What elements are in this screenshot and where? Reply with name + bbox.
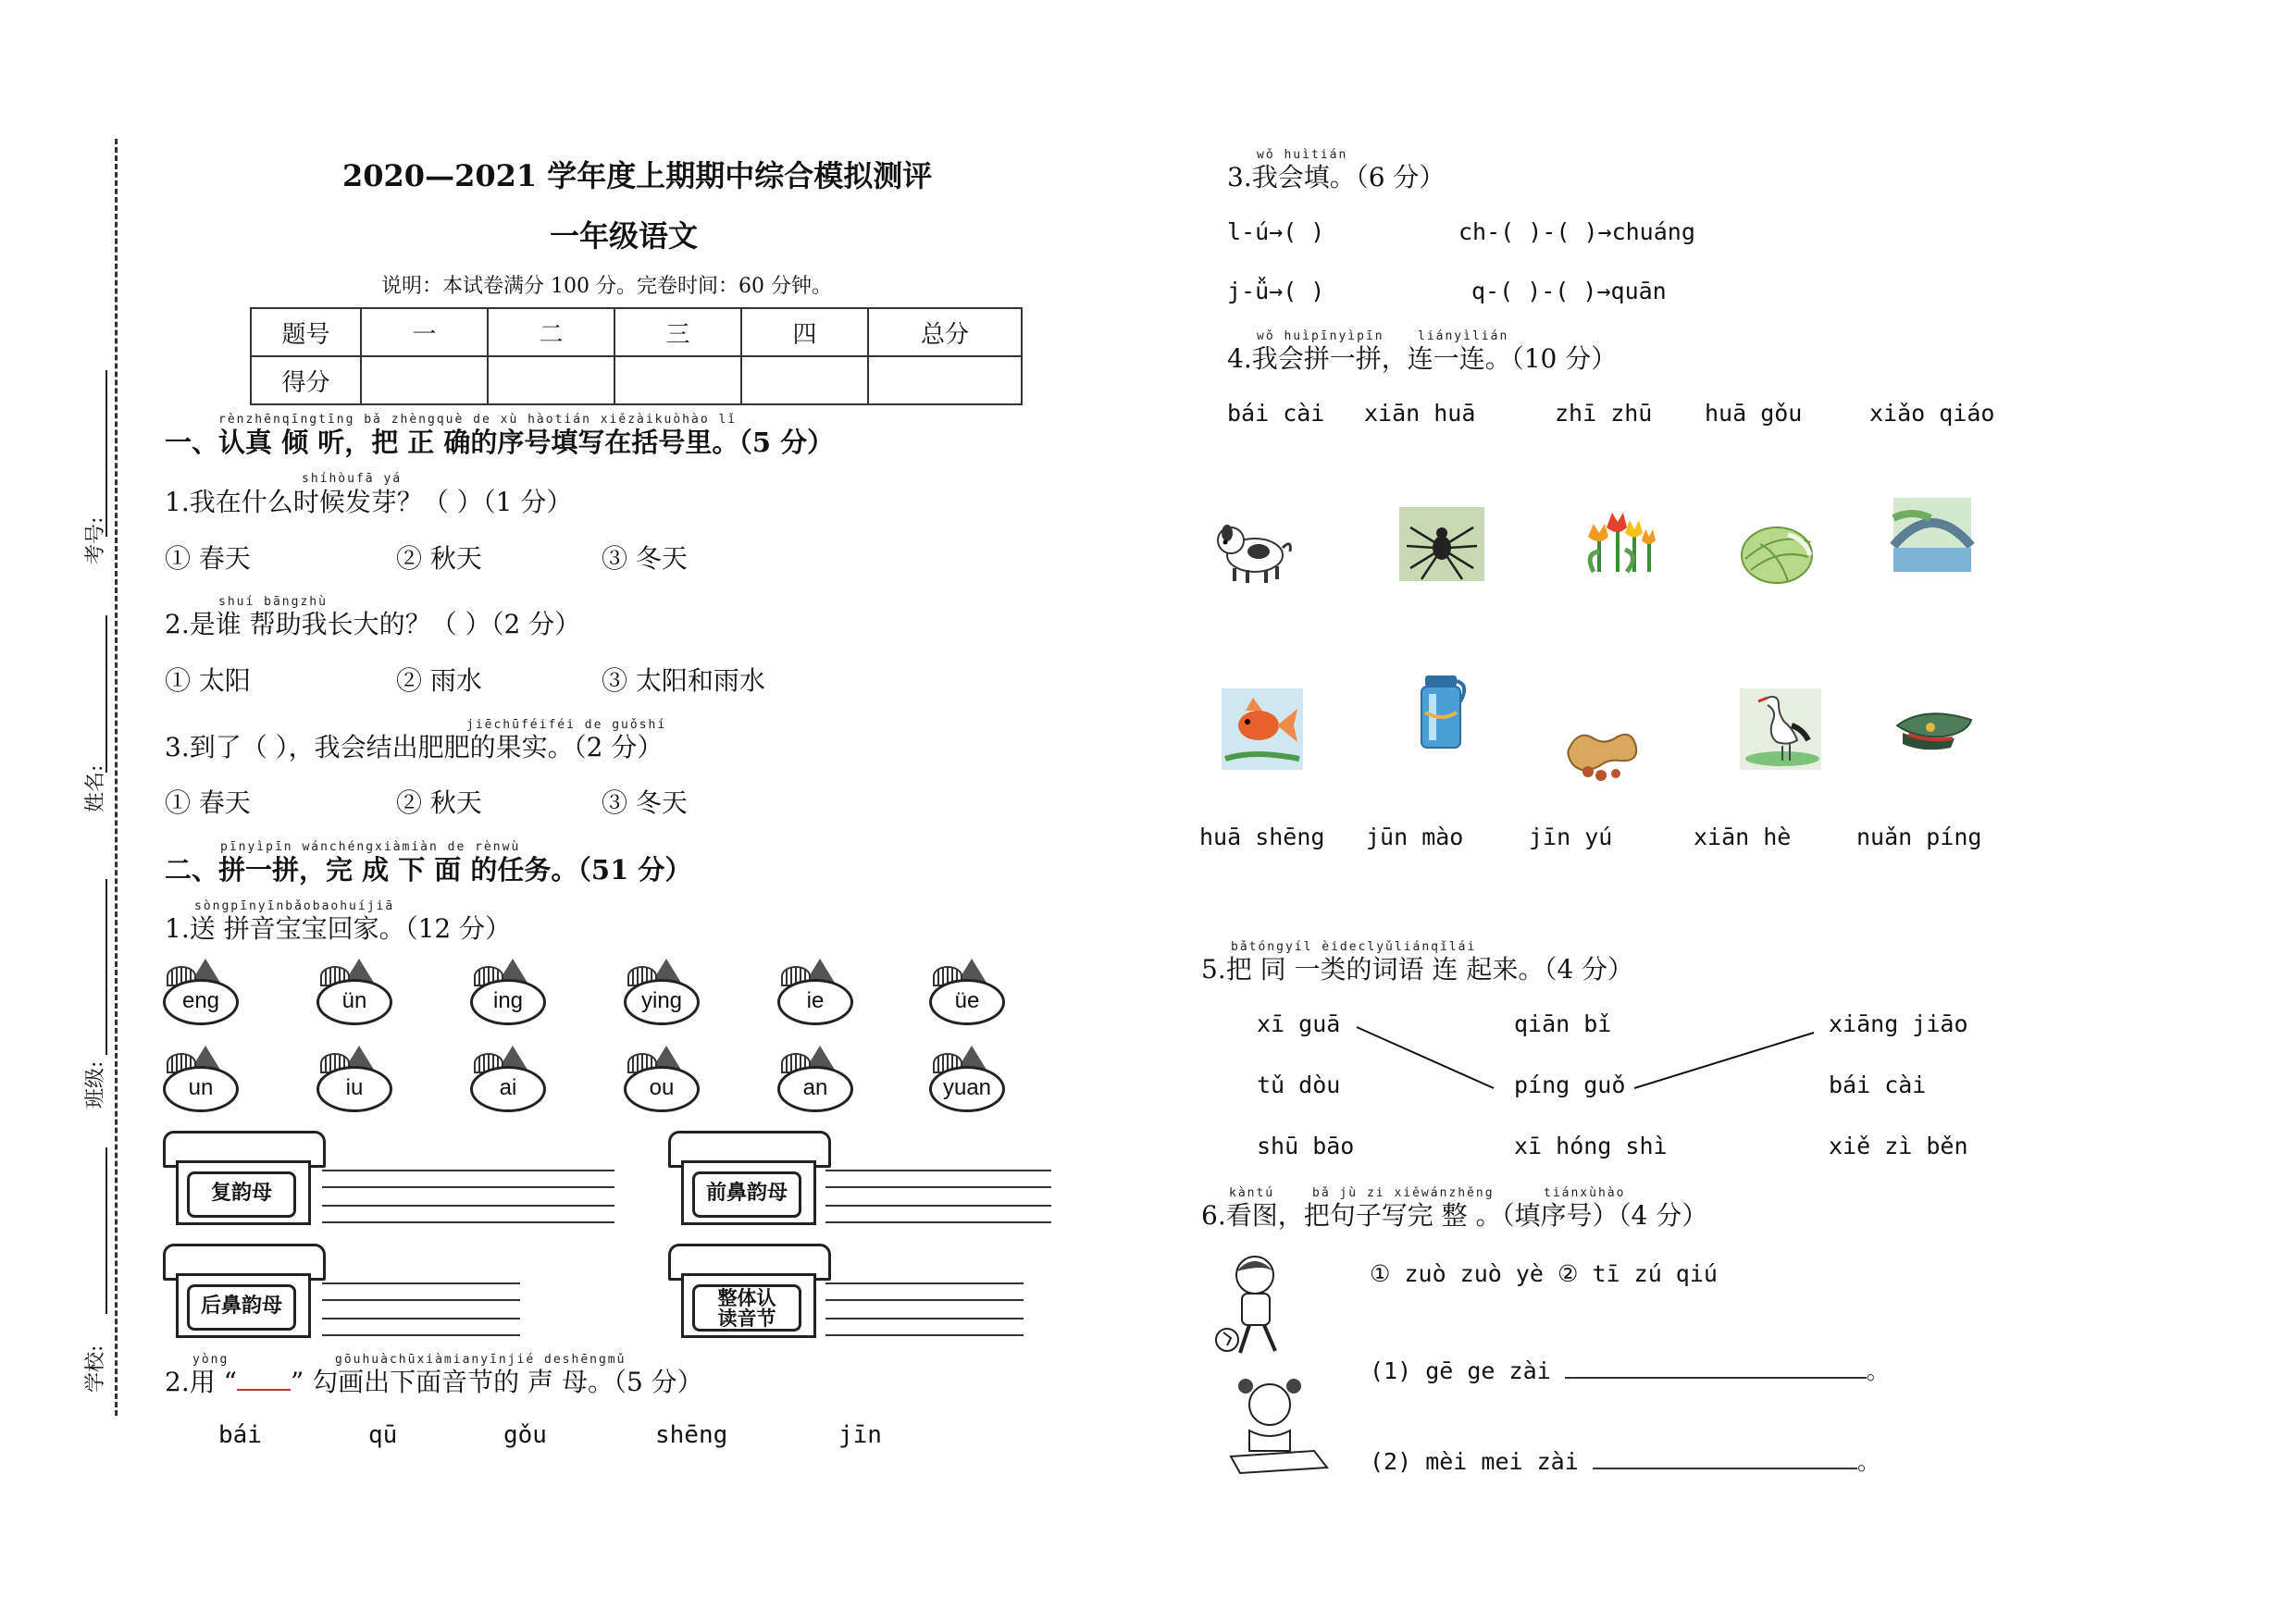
word-col2[interactable]: xī hóng shì: [1514, 1133, 1668, 1159]
pinyin-gourd[interactable]: [316, 1046, 391, 1110]
q6-options: ① zuò zuò yè ② tī zú qiú: [1370, 1260, 1718, 1287]
side-line-banji: [105, 1147, 107, 1314]
r-q6-text: 6.看图，把句子写完 整 。（填序号）（4 分）: [1201, 1200, 1708, 1231]
fill-item[interactable]: q-( )-( )→quān: [1471, 278, 1667, 304]
girl-homework-icon: [1218, 1373, 1338, 1475]
score-cell[interactable]: [614, 356, 741, 404]
word-col2[interactable]: píng guǒ: [1514, 1072, 1626, 1098]
word-top[interactable]: bái cài: [1227, 400, 1325, 427]
label-banji: 班级:: [84, 1060, 107, 1109]
sec1-q1-opt[interactable]: ③ 冬天: [602, 543, 688, 574]
word-col1[interactable]: shū bāo: [1257, 1133, 1355, 1159]
sec1-q2-opt[interactable]: ② 雨水: [396, 665, 482, 696]
r-q6-pinyin: bǎ jù zi xiěwánzhěng: [1312, 1186, 1495, 1200]
sec2-q2-pinyin: yòng: [192, 1353, 230, 1367]
score-header: 三: [614, 308, 741, 356]
syllable[interactable]: gǒu: [503, 1421, 547, 1449]
gourd-label: ai: [470, 1066, 546, 1112]
gourd-label: an: [777, 1066, 853, 1112]
sec2-pinyin: pīnyìpīn wánchéngxiàmiàn de rènwù: [220, 840, 521, 854]
q6-end: 。: [1856, 1448, 1880, 1475]
pinyin-gourd[interactable]: [929, 1046, 1003, 1110]
house-sign-line: 整体认: [717, 1286, 776, 1309]
score-table: [250, 307, 1023, 405]
pinyin-gourd[interactable]: [624, 959, 698, 1023]
word-top[interactable]: xiǎo qiáo: [1869, 400, 1995, 427]
pinyin-gourd[interactable]: [163, 959, 237, 1023]
q6-line2[interactable]: [1370, 1443, 1880, 1477]
sec2-q2-text: [165, 1362, 703, 1399]
score-cell[interactable]: [361, 356, 488, 404]
flower-icon[interactable]: [1571, 489, 1660, 577]
score-header: 四: [741, 308, 868, 356]
score-header: 一: [361, 308, 488, 356]
answer-lines[interactable]: [322, 1170, 614, 1223]
score-row-label: 得分: [251, 356, 361, 404]
pinyin-gourd[interactable]: [624, 1046, 698, 1110]
word-bottom[interactable]: nuǎn píng: [1856, 824, 1982, 850]
r-q4-pinyin: liányìlián: [1418, 329, 1509, 343]
pinyin-gourd[interactable]: [470, 959, 544, 1023]
sec1-q1-pinyin: shíhòufā yá: [302, 472, 403, 486]
sec1-q2-pinyin: shuí bāngzhù: [218, 595, 328, 609]
spider-icon[interactable]: [1397, 500, 1486, 588]
sec1-q3-opt[interactable]: ② 秋天: [396, 787, 482, 818]
sec1-q2-opt[interactable]: ① 太阳: [165, 665, 251, 696]
sec2-title: 二、拼一拼，完 成 下 面 的任务。（51 分）: [165, 854, 692, 886]
thermos-icon[interactable]: [1397, 666, 1486, 755]
r-q3-pinyin: wǒ huìtián: [1257, 148, 1348, 162]
fill-item[interactable]: ch-( )-( )→chuáng: [1458, 218, 1695, 245]
r-q6-pinyin: tiánxùhào: [1544, 1186, 1626, 1200]
side-line-xingming: [105, 879, 107, 1055]
sec2-q2-text-a: 2.用 “: [165, 1367, 237, 1397]
score-cell[interactable]: [741, 356, 868, 404]
gourd-label: eng: [163, 979, 239, 1025]
word-top[interactable]: zhī zhū: [1555, 400, 1653, 427]
house-sign-line: 读音节: [717, 1307, 776, 1330]
r-q6-pinyin: kàntú: [1229, 1186, 1275, 1200]
pinyin-gourd[interactable]: [777, 959, 851, 1023]
syllable[interactable]: qū: [368, 1421, 398, 1449]
gourd-label: ying: [624, 979, 700, 1025]
word-bottom[interactable]: jūn mào: [1366, 824, 1464, 850]
word-top[interactable]: xiān huā: [1364, 400, 1476, 427]
puppy-icon[interactable]: [1209, 507, 1297, 596]
answer-lines[interactable]: [825, 1282, 1024, 1336]
house-sign: 后鼻韵母: [187, 1284, 296, 1331]
sec1-q1-opt[interactable]: ① 春天: [165, 543, 251, 574]
pinyin-gourd[interactable]: [316, 959, 391, 1023]
fill-item[interactable]: j-ǚ→( ): [1227, 278, 1325, 304]
r-q4-pinyin: wǒ huìpīnyìpīn: [1257, 329, 1384, 343]
gourd-label: ing: [470, 979, 546, 1025]
score-cell[interactable]: [868, 356, 1022, 404]
sec1-q3-opt[interactable]: ① 春天: [165, 787, 251, 818]
sec1-q3-text: 3.到了（ ），我会结出肥肥的果实。（2 分）: [165, 732, 664, 762]
gourd-label: yuan: [929, 1066, 1005, 1112]
word-bottom[interactable]: huā shēng: [1199, 824, 1325, 850]
word-col3[interactable]: bái cài: [1829, 1072, 1927, 1098]
score-cell[interactable]: [488, 356, 614, 404]
boy-football-icon: [1203, 1249, 1314, 1360]
word-col1[interactable]: tǔ dòu: [1257, 1072, 1341, 1098]
gourd-label: iu: [316, 1066, 392, 1112]
sec1-title: 一、认真 倾 听，把 正 确的序号填写在括号里。（5 分）: [165, 427, 835, 458]
gourd-label: un: [163, 1066, 239, 1112]
r-q3-text: 3.我会填。（6 分）: [1227, 162, 1446, 192]
score-header: 总分: [868, 308, 1022, 356]
sec1-q1-text: 1.我在什么时候发芽？（ ）（1 分）: [165, 487, 573, 517]
r-q5-pinyin: bǎtóngyíl èideclyǔliánqǐlái: [1231, 940, 1477, 954]
answer-lines[interactable]: [825, 1170, 1051, 1223]
answer-blank[interactable]: [1593, 1468, 1857, 1469]
connect-lines: [1351, 1018, 1832, 1110]
exam-note: 说明：本试卷满分 100 分。完卷时间：60 分钟。: [381, 275, 832, 298]
answer-blank[interactable]: [1565, 1377, 1867, 1379]
r-q5-text: 5.把 同 一类的词语 连 起来。（4 分）: [1201, 954, 1634, 985]
answer-lines[interactable]: [322, 1282, 520, 1336]
word-bottom[interactable]: jīn yú: [1529, 824, 1613, 850]
goldfish-icon[interactable]: [1218, 685, 1307, 774]
word-col1[interactable]: xī guā: [1257, 1010, 1341, 1037]
side-line-kaohao: [105, 615, 107, 773]
word-col2[interactable]: qiān bǐ: [1514, 1010, 1612, 1037]
house-sign: 复韵母: [187, 1171, 296, 1218]
red-underline-blank: [237, 1389, 291, 1391]
q6-end: 。: [1866, 1357, 1890, 1384]
fill-item[interactable]: l-ú→( ): [1227, 218, 1325, 245]
sec2-q2-text-b: ” 勾画出下面音节的 声 母。（5 分）: [290, 1367, 703, 1397]
label-xingming: 姓名:: [84, 764, 107, 812]
word-col3[interactable]: xiāng jiāo: [1829, 1010, 1968, 1037]
sec1-q1-opt[interactable]: ② 秋天: [396, 543, 482, 574]
label-kaohao: 考号:: [84, 516, 107, 564]
crane-icon[interactable]: [1736, 685, 1825, 774]
syllable[interactable]: shēng: [655, 1421, 728, 1449]
pinyin-gourd[interactable]: [929, 959, 1003, 1023]
gourd-label: üe: [929, 979, 1005, 1025]
pinyin-gourd[interactable]: [777, 1046, 851, 1110]
cabbage-icon[interactable]: [1732, 507, 1821, 596]
pinyin-gourd[interactable]: [470, 1046, 544, 1110]
sec1-pinyin: rènzhēnqīngtīng bǎ zhèngquè de xù hàotián xiězàikuòhào lǐ: [218, 413, 738, 427]
bridge-icon[interactable]: [1888, 490, 1977, 579]
sec1-q3-pinyin: jiēchūféiféi de guǒshí: [466, 718, 667, 732]
score-header: 二: [488, 308, 614, 356]
word-top[interactable]: huā gǒu: [1705, 400, 1803, 427]
word-col3[interactable]: xiě zì běn: [1829, 1133, 1968, 1159]
house-sign: [692, 1284, 801, 1332]
score-header: 题号: [251, 308, 361, 356]
gourd-label: ie: [777, 979, 853, 1025]
side-line-top: [105, 370, 107, 537]
sec2-q1-pinyin: sòngpīnyīnbǎobaohuíjiā: [194, 899, 395, 913]
label-xuexiao: 学校:: [84, 1344, 107, 1393]
sec1-q2-opt[interactable]: ③ 太阳和雨水: [602, 665, 765, 696]
syllable[interactable]: jīn: [838, 1421, 882, 1449]
syllable[interactable]: bái: [218, 1421, 262, 1449]
exam-title: 2020—2021 学年度上期期中综合模拟测评: [342, 158, 933, 193]
binding-dash-line: [115, 139, 118, 1416]
r-q4-text: 4.我会拼一拼，连一连。（10 分）: [1227, 343, 1618, 374]
sec1-q2-text: 2.是谁 帮助我长大的？（ ）（2 分）: [165, 609, 581, 639]
gourd-label: ou: [624, 1066, 700, 1112]
house-sign: 前鼻韵母: [692, 1171, 801, 1218]
q6-line1-label: (1) gē ge zài: [1370, 1357, 1551, 1384]
peanut-icon[interactable]: [1560, 701, 1649, 790]
sec1-q3-opt[interactable]: ③ 冬天: [602, 787, 688, 818]
gourd-label: ün: [316, 979, 392, 1025]
q6-line2-label: (2) mèi mei zài: [1370, 1448, 1579, 1475]
pinyin-gourd[interactable]: [163, 1046, 237, 1110]
sec2-q1-text: 1.送 拼音宝宝回家。（12 分）: [165, 913, 512, 944]
word-bottom[interactable]: xiān hè: [1694, 824, 1792, 850]
q6-line1[interactable]: [1370, 1353, 1890, 1386]
army-cap-icon[interactable]: [1888, 685, 1977, 774]
sec2-q2-pinyin: gōuhuàchūxiàmianyīnjié deshēngmǔ: [335, 1353, 627, 1367]
exam-subject: 一年级语文: [550, 218, 699, 254]
